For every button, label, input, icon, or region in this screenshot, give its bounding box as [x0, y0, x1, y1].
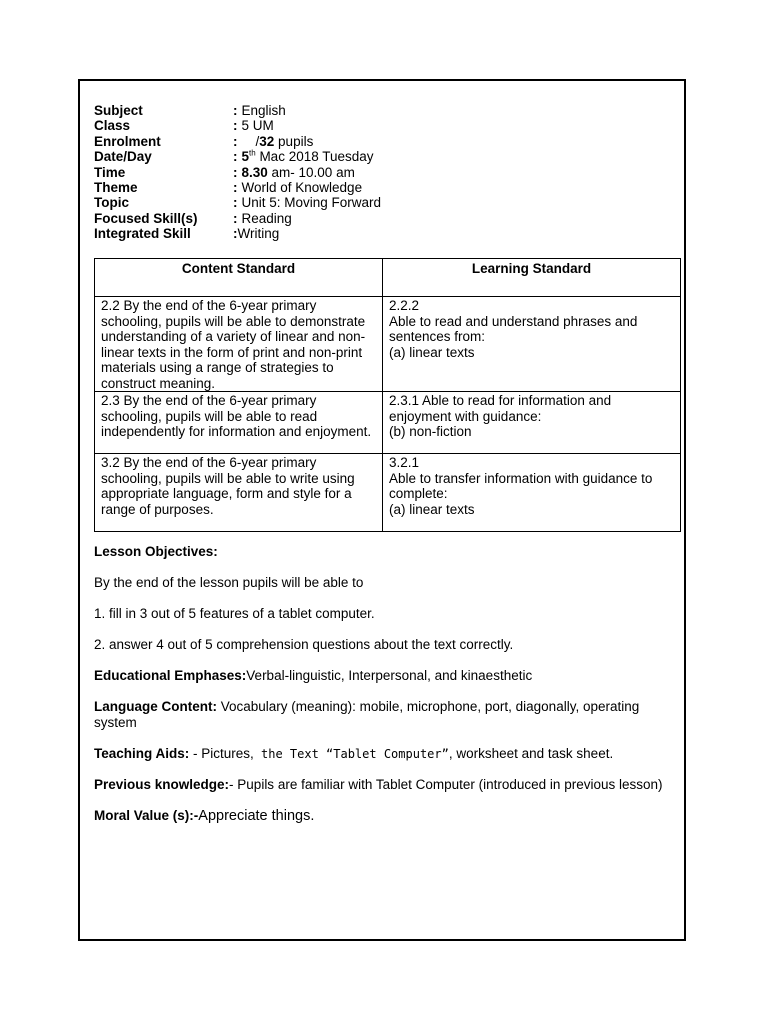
- table-row: [95, 454, 681, 532]
- language-label: Language Content:: [94, 699, 217, 714]
- aids-value: - Pictures,: [189, 746, 254, 761]
- info-value: 5 UM: [241, 118, 274, 134]
- info-value: [242, 165, 355, 180]
- lesson-plan-page: [78, 79, 686, 941]
- time-start: 8.30: [241, 164, 268, 180]
- time-text: am- 10.00 am: [267, 164, 355, 180]
- info-value: World of Knowledge: [241, 179, 363, 195]
- info-value: Writing: [237, 226, 280, 242]
- info-colon: :: [233, 226, 238, 242]
- info-value: [242, 149, 374, 164]
- moral-label: Moral Value (s):-: [94, 808, 199, 823]
- info-row-topic: [94, 195, 654, 210]
- enrolment-prefix: /: [255, 133, 260, 149]
- aids-text-title: the Text “Tablet Computer”: [253, 747, 449, 761]
- objective-item: 1. fill in 3 out of 5 features of a tablet computer.: [94, 606, 375, 621]
- emphases-label: Educational Emphases:: [94, 668, 247, 683]
- content-standard-cell: 3.2 By the end of the 6-year primary schooling, pupils will be able to write using appropriate language, form and style for a range of purposes.: [95, 454, 383, 532]
- standards-table: [94, 258, 681, 532]
- learning-standard-cell: [383, 454, 681, 532]
- learning-code: 3.2.1: [389, 455, 420, 470]
- emphases-value: Verbal-linguistic, Interpersonal, and kinaesthetic: [246, 668, 533, 683]
- learning-standard-cell: [383, 297, 681, 392]
- info-colon: :: [233, 179, 238, 195]
- content-standard-cell: 2.2 By the end of the 6-year primary schooling, pupils will be able to demonstrate understanding of a variety of linear and non-linear texts in the form of print and non-print materials using a range of strategies to construct meaning.: [95, 297, 383, 392]
- info-label: Subject: [94, 103, 143, 118]
- info-row-integrated-skill: [94, 226, 654, 241]
- info-row-enrolment: [94, 134, 654, 149]
- objectives-heading: Lesson Objectives:: [94, 544, 218, 559]
- date-text: Mac 2018 Tuesday: [255, 149, 374, 165]
- day-number: 5: [241, 149, 250, 165]
- info-row-theme: [94, 180, 654, 195]
- info-label: Date/Day: [94, 149, 152, 165]
- learning-text: Able to read and understand phrases and sentences from:: [389, 313, 638, 344]
- day-suffix: th: [249, 148, 256, 158]
- info-label: Class: [94, 118, 131, 134]
- table-header-row: [95, 259, 681, 297]
- info-value: Reading: [241, 210, 292, 226]
- aids-value-rest: , worksheet and task sheet.: [448, 746, 614, 761]
- prior-label: Previous knowledge:: [94, 777, 230, 792]
- info-row-focused-skill: [94, 211, 654, 226]
- table-row: [95, 297, 681, 392]
- info-value: English: [241, 103, 286, 118]
- learning-item: (a) linear texts: [389, 344, 475, 360]
- previous-knowledge: [94, 777, 674, 793]
- prior-value: - Pupils are familiar with Tablet Computer (introduced in previous lesson): [229, 777, 663, 792]
- lesson-details: [94, 544, 674, 824]
- info-label: Focused Skill(s): [94, 210, 198, 226]
- info-label: Enrolment: [94, 133, 161, 149]
- educational-emphases: [94, 668, 674, 684]
- info-row-class: [94, 118, 654, 133]
- enrolment-suffix: pupils: [274, 133, 314, 149]
- enrolment-total: 32: [259, 133, 275, 149]
- info-colon: :: [233, 103, 238, 118]
- info-label: Integrated Skill: [94, 226, 191, 242]
- learning-code: 2.2.2: [389, 298, 420, 313]
- info-row-subject: [94, 103, 654, 118]
- lesson-info-block: [94, 103, 654, 242]
- info-label: Theme: [94, 179, 138, 195]
- info-colon: :: [233, 164, 238, 180]
- learning-item: (a) linear texts: [389, 501, 475, 517]
- moral-value: Appreciate things.: [198, 808, 315, 824]
- aids-label: Teaching Aids:: [94, 746, 190, 761]
- learning-item: (b) non-fiction: [389, 424, 472, 439]
- learning-standard-cell: [383, 392, 681, 454]
- table-row: [95, 392, 681, 454]
- info-row-date-day: [94, 149, 654, 164]
- teaching-aids: [94, 746, 674, 762]
- learning-text: Able to transfer information with guidance to complete:: [389, 470, 653, 501]
- content-standard-cell: 2.3 By the end of the 6-year primary schooling, pupils will be able to read independently for information and enjoyment.: [95, 392, 383, 454]
- info-label: Topic: [94, 195, 129, 211]
- info-colon: :: [233, 133, 238, 149]
- objective-item: 2. answer 4 out of 5 comprehension questions about the text correctly.: [94, 637, 514, 652]
- info-value: Unit 5: Moving Forward: [241, 195, 382, 211]
- info-colon: :: [233, 210, 238, 226]
- learning-text: 2.3.1 Able to read for information and enjoyment with guidance:: [389, 393, 612, 424]
- column-header-learning-standard: Learning Standard: [383, 259, 681, 297]
- info-colon: :: [233, 118, 238, 134]
- info-colon: :: [233, 149, 238, 165]
- language-content: [94, 699, 674, 731]
- info-label: Time: [94, 164, 126, 180]
- info-colon: :: [233, 195, 238, 211]
- moral-values: [94, 808, 674, 824]
- info-value: [242, 134, 314, 149]
- language-value: Vocabulary (meaning): mobile, microphone, port, diagonally, operating system: [94, 699, 640, 730]
- column-header-content-standard: Content Standard: [95, 259, 383, 297]
- objectives-intro: By the end of the lesson pupils will be able to: [94, 575, 364, 590]
- info-row-time: [94, 165, 654, 180]
